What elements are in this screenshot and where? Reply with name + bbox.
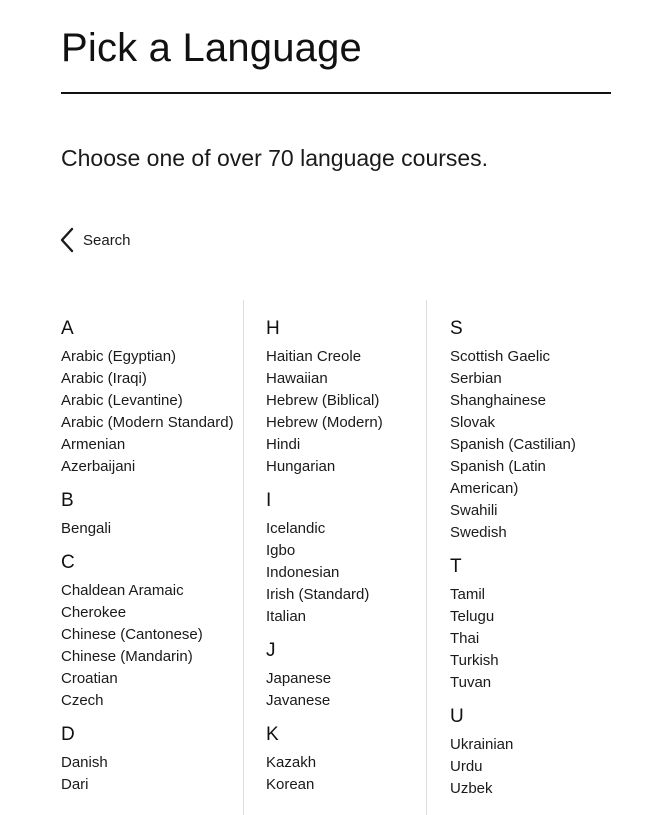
language-link[interactable]: Chaldean Aramaic [61, 582, 184, 599]
language-link[interactable]: Arabic (Levantine) [61, 392, 183, 409]
page-subtitle: Choose one of over 70 language courses. [61, 145, 489, 171]
letter-heading: H [266, 318, 280, 339]
language-link[interactable]: Icelandic [266, 520, 326, 537]
language-list [61, 580, 243, 712]
language-link[interactable]: Hebrew (Biblical) [266, 392, 380, 409]
language-link[interactable]: Korean [266, 776, 315, 793]
language-list [61, 752, 243, 796]
letter-heading: K [266, 724, 279, 745]
language-link[interactable]: Turkish [450, 652, 499, 669]
letter-heading: D [61, 724, 75, 745]
language-link[interactable]: Igbo [266, 542, 296, 559]
letter-group [61, 724, 243, 796]
letter-heading: B [61, 490, 74, 511]
language-column-2 [243, 300, 427, 815]
language-link[interactable]: Spanish (Castilian) [450, 436, 576, 453]
letter-heading: T [450, 556, 462, 577]
language-list [450, 584, 627, 694]
language-list [266, 518, 427, 628]
language-link[interactable]: Tuvan [450, 674, 492, 691]
language-link[interactable]: Danish [61, 754, 108, 771]
language-link[interactable]: Czech [61, 692, 104, 709]
language-link[interactable]: Uzbek [450, 780, 493, 797]
search-back-link[interactable] [59, 226, 131, 254]
language-link[interactable]: Arabic (Iraqi) [61, 370, 147, 387]
language-link[interactable]: Cherokee [61, 604, 127, 621]
letter-group [61, 490, 243, 540]
language-link[interactable]: Javanese [266, 692, 331, 709]
letter-group [266, 640, 427, 712]
language-list [266, 752, 427, 796]
page-title: Pick a Language [61, 26, 363, 70]
language-link[interactable]: Arabic (Egyptian) [61, 348, 177, 365]
letter-heading: S [450, 318, 463, 339]
language-column-3 [426, 300, 627, 815]
letter-heading: U [450, 706, 464, 727]
language-link[interactable]: Urdu [450, 758, 483, 775]
language-column-1 [61, 300, 243, 815]
language-list [266, 668, 427, 712]
language-link[interactable]: Serbian [450, 370, 502, 387]
language-list [61, 518, 243, 540]
language-link[interactable]: Hawaiian [266, 370, 328, 387]
language-link[interactable]: Spanish (Latin American) [450, 458, 546, 497]
letter-group [450, 318, 627, 544]
language-link[interactable]: Scottish Gaelic [450, 348, 551, 365]
language-link[interactable]: Chinese (Cantonese) [61, 626, 203, 643]
language-link[interactable]: Armenian [61, 436, 126, 453]
language-link[interactable]: Thai [450, 630, 480, 647]
language-link[interactable]: Swedish [450, 524, 507, 541]
letter-heading: C [61, 552, 75, 573]
chevron-left-icon [59, 227, 75, 253]
letter-group [450, 556, 627, 694]
language-link[interactable]: Croatian [61, 670, 118, 687]
language-link[interactable]: Hungarian [266, 458, 336, 475]
language-link[interactable]: Japanese [266, 670, 332, 687]
language-link[interactable]: Bengali [61, 520, 112, 537]
letter-group [450, 706, 627, 800]
letter-group [266, 490, 427, 628]
language-link[interactable]: Shanghainese [450, 392, 546, 409]
language-link[interactable]: Azerbaijani [61, 458, 136, 475]
language-link[interactable]: Indonesian [266, 564, 340, 581]
language-link[interactable]: Kazakh [266, 754, 317, 771]
language-link[interactable]: Italian [266, 608, 307, 625]
letter-group [61, 318, 243, 478]
language-link[interactable]: Telugu [450, 608, 495, 625]
language-link[interactable]: Dari [61, 776, 89, 793]
language-link[interactable]: Haitian Creole [266, 348, 362, 365]
letter-group [61, 552, 243, 712]
language-link[interactable]: Hindi [266, 436, 301, 453]
letter-group [266, 724, 427, 796]
language-link[interactable]: Tamil [450, 586, 486, 603]
language-list [450, 734, 627, 800]
language-link[interactable]: Slovak [450, 414, 496, 431]
language-link[interactable]: Chinese (Mandarin) [61, 648, 193, 665]
letter-group [266, 318, 427, 478]
language-list [266, 346, 427, 478]
language-list [450, 346, 627, 544]
letter-heading: I [266, 490, 272, 511]
search-label: Search [83, 231, 131, 249]
language-link[interactable]: Swahili [450, 502, 498, 519]
language-list [61, 346, 243, 478]
letter-heading: A [61, 318, 74, 339]
language-link[interactable]: Ukrainian [450, 736, 514, 753]
language-link[interactable]: Irish (Standard) [266, 586, 370, 603]
letter-heading: J [266, 640, 276, 661]
title-divider [61, 92, 611, 94]
language-link[interactable]: Arabic (Modern Standard) [61, 414, 234, 431]
language-link[interactable]: Hebrew (Modern) [266, 414, 383, 431]
